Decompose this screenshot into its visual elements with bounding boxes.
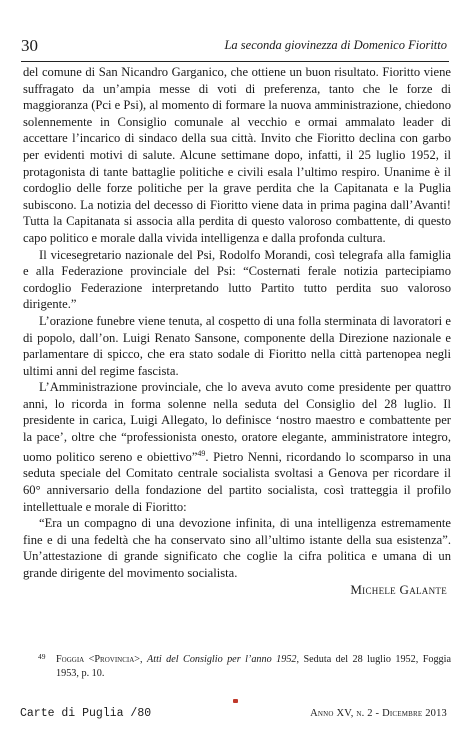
footnote-reference[interactable]: 49 (197, 448, 206, 458)
paragraph-5: “Era un compagno di una devozione infinita, di una intelligenza estremamente fine e di una fedeltà che ha conservato sino all’ultimo istante della sua esistenza”. Un’attestazione di grande significato che coglie la cifra politica e umana di un grande dirigente del movimento socialista. (23, 516, 451, 580)
footer-journal: Carte di Puglia /80 (20, 707, 152, 720)
footer-mark-icon (233, 699, 238, 703)
author-signature: Michele Galante (350, 581, 447, 597)
running-title: La seconda giovinezza di Domenico Fioritto (224, 38, 447, 52)
paragraph-2: Il vicesegretario nazionale del Psi, Rodolfo Morandi, così telegrafa alla famiglia e alla Federazione provinciale del Psi: “Costernati ferale notizia partecipiamo cordoglio Federazione interpretando lutto Partito tutto perdita suo valoroso dirigente.” (23, 247, 451, 312)
paragraph-3: L’orazione funebre viene tenuta, al cospetto di una folla sterminata di lavoratori e di popolo, dall’on. Luigi Renato Sansone, componente della Direzione nazionale e parlamentare di spicco, che era stato sodale di Fioritto nella città partenopea negli ultimi anni del regime fascista. (23, 313, 451, 378)
footnote: 49 Foggia <Provincia>, Atti del Consiglio per l’anno 1952, Seduta del 28 luglio 1952, Foggia 1953, p. 10. (38, 652, 451, 679)
footnote-source: Foggia <Provincia> (56, 654, 141, 665)
paragraph-4-text-b: . Pietro Nenni, ricordando lo scomparso in una seduta speciale del Comitato centrale socialista svoltasi a Genova per ricordare il 60° anniversario della fondazione del partito socialista, così tratteggia il profilo intellettuale e morale di Fioritto: (23, 449, 451, 514)
page-number: 30 (21, 36, 38, 55)
footer-issue: Anno XV, n. 2 - Dicembre 2013 (310, 708, 447, 719)
article-body (23, 64, 451, 598)
paragraph-4 (23, 379, 451, 515)
paragraph-4-text-a: L’Amministrazione provinciale, che lo aveva avuto come presidente per quattro anni, lo ricorda in forma solenne nella seduta del Consiglio del 28 luglio. Il presidente in carica, Luigi Allegato, lo definisce ‘nostro maestro e combattente per la pace’, oltre che “professionista onesto, oratore elegante, amministratore integro, uomo politico sereno e obiettivo” (23, 380, 451, 464)
footnote-title: Atti del Consiglio per l’anno 1952 (147, 654, 297, 665)
footnote-number: 49 (38, 652, 46, 661)
footnote-details: , Seduta del 28 luglio 1952, Foggia 1953, p. 10. (56, 654, 451, 679)
header-rule (21, 61, 449, 62)
paragraph-1: del comune di San Nicandro Garganico, che ottiene un buon risultato. Fioritto viene suffragato da un’ampia messe di voti di preferenza, tanto che le forze di maggioranza (Pci e Psi), al momento di formare la nuova amministrazione, chiedono solennemente in Consiglio comunale al vecchio e ormai ammalato leader di accettare l’incarico di sindaco della sua città. Invito che Fioritto declina con garbo per evidenti motivi di salute. Alcune settimane dopo, infatti, il 25 luglio 1952, il protagonista di tante battaglie politiche e civili esala l’ultimo respiro. Unanime è il cordoglio delle forze politiche per la grave perdita che la Capitanata e la Puglia subiscono. La notizia del decesso di Fioritto viene data in prima pagina dall’Avanti! Tutta la Capitanata si associa alla perdita di questo valoroso combattente, di questo capo politico e morale dalla vivida intelligenza e dalla profonda cultura. (23, 65, 451, 245)
